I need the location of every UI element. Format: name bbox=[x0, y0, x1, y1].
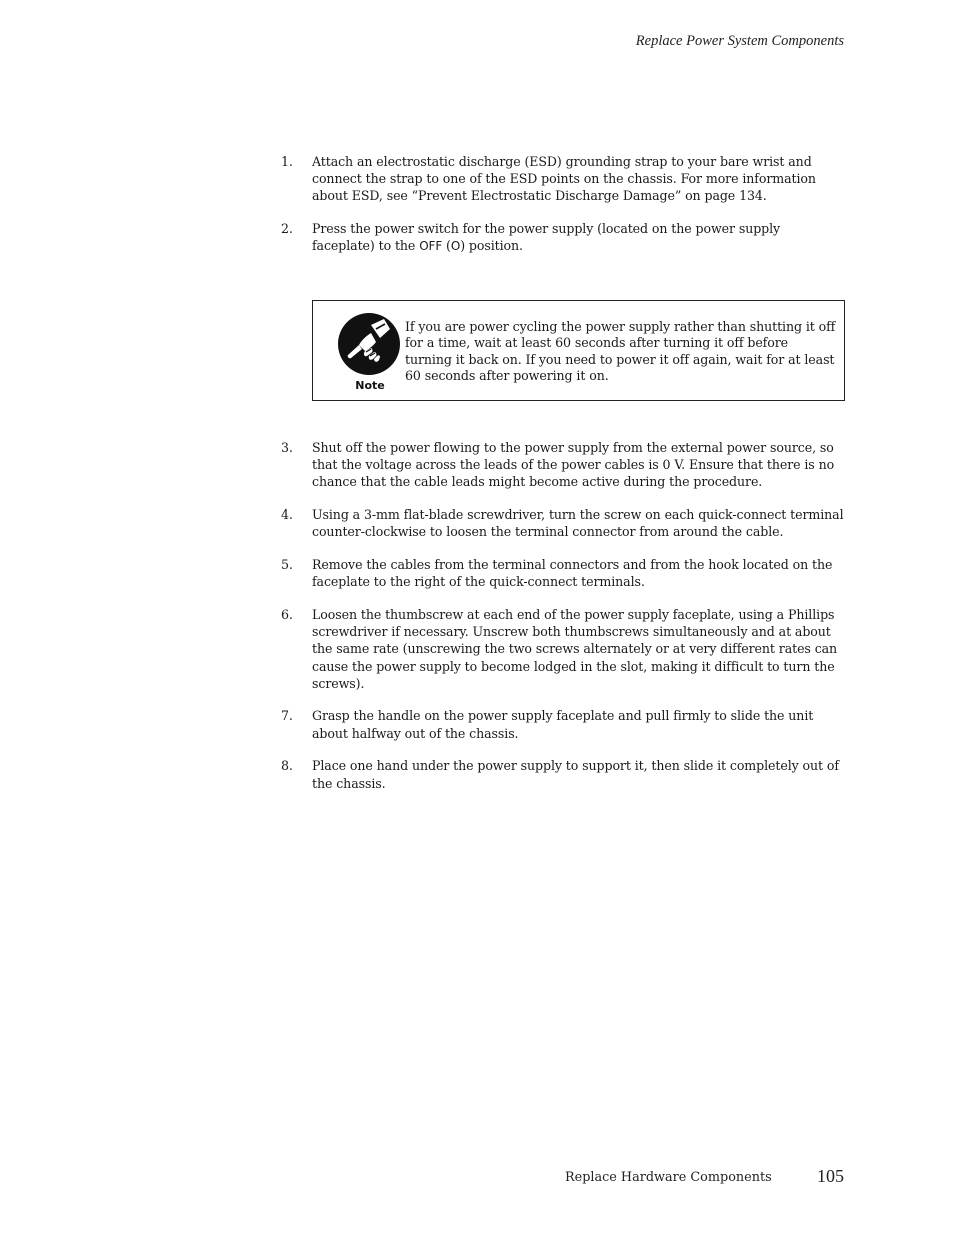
running-head: Replace Power System Components bbox=[635, 33, 844, 49]
step-number: 4. bbox=[281, 507, 293, 523]
pointing-hand-icon bbox=[338, 313, 402, 377]
step-text: Loosen the thumbscrew at each end of the power supply faceplate, using a Phillips screwdriver if necessary. Unscrew both thumbscrews simultaneously and at about the same rate (unscrewing the two screws alternately or at very different rates can cause the power supply to become lodged in the slot, making it difficult to turn the screws). bbox=[312, 606, 838, 691]
note-icon-group bbox=[338, 313, 402, 395]
procedure-steps-part1 bbox=[281, 153, 846, 271]
step-2 bbox=[281, 220, 846, 255]
switch-off-keyword: OFF bbox=[419, 239, 443, 254]
step-number: 3. bbox=[281, 440, 293, 455]
step-8 bbox=[281, 757, 846, 791]
step-6 bbox=[281, 606, 846, 692]
step-number: 2. bbox=[281, 221, 293, 237]
note-text: If you are power cycling the power supply rather than shutting it off for a time, wait at least 60 seconds after turning it off before turning it back on. If you need to power it off again, wait for at least 60 seconds after powering it on. bbox=[405, 319, 836, 383]
step-4 bbox=[281, 506, 846, 540]
page-number: 105 bbox=[817, 1166, 844, 1186]
step-number: 8. bbox=[281, 758, 293, 774]
step-number: 6. bbox=[281, 606, 293, 622]
step-7 bbox=[281, 707, 846, 741]
step-text-after: ) position. bbox=[460, 238, 523, 254]
switch-o-keyword: O bbox=[450, 239, 461, 254]
step-number: 1. bbox=[281, 154, 293, 169]
step-text: Using a 3-mm flat-blade screwdriver, turn the screw on each quick-connect terminal counter-clockwise to loosen the terminal connector from around the cable. bbox=[312, 507, 844, 540]
step-1 bbox=[281, 153, 846, 205]
step-text: Shut off the power flowing to the power supply from the external power source, so that the voltage across the leads of the power cables is 0 V. Ensure that there is no chance that the cable leads might become active during the procedure. bbox=[312, 440, 835, 490]
step-number: 5. bbox=[281, 557, 293, 573]
step-number: 7. bbox=[281, 708, 293, 724]
procedure-steps-part2 bbox=[281, 439, 846, 807]
step-text: Remove the cables from the terminal connectors and from the hook located on the faceplate to the right of the quick-connect terminals. bbox=[312, 557, 833, 590]
step-text-before: Press the power switch for the power supply (located on the power supply faceplate) to the bbox=[312, 221, 781, 254]
step-text: Place one hand under the power supply to support it, then slide it completely out of the chassis. bbox=[312, 758, 839, 791]
step-5 bbox=[281, 556, 846, 590]
footer-section-title: Replace Hardware Components bbox=[565, 1170, 772, 1185]
step-text-middle: ( bbox=[442, 238, 451, 254]
note-callout bbox=[312, 300, 845, 401]
step-text: Attach an electrostatic discharge (ESD) grounding strap to your bare wrist and connect the strap to one of the ESD points on the chassis. For more information about ESD, see “Prevent Electrostatic Discharge Damage” on page 134. bbox=[312, 154, 816, 204]
step-text: Grasp the handle on the power supply faceplate and pull firmly to slide the unit about halfway out of the chassis. bbox=[312, 708, 814, 741]
note-label: Note bbox=[355, 379, 385, 392]
step-text bbox=[312, 221, 780, 253]
step-3 bbox=[281, 439, 846, 491]
